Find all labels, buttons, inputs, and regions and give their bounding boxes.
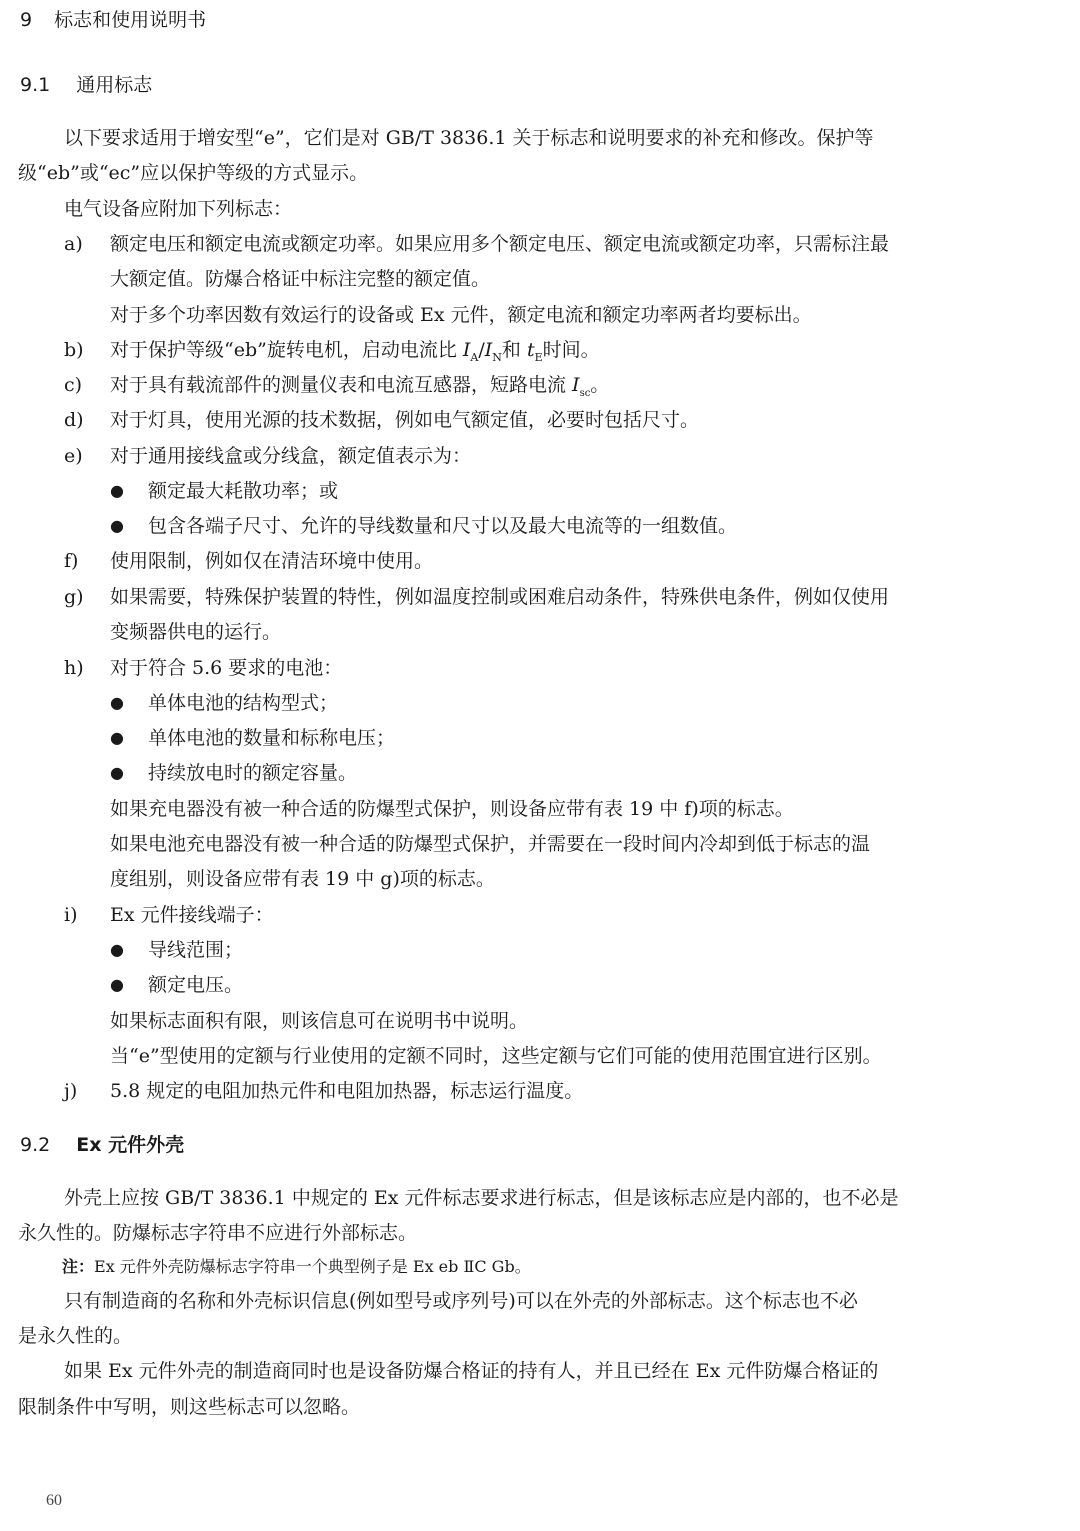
item-a-line-3: 对于多个功率因数有效运行的设备或 Ex 元件，额定电流和额定功率两者均要标出。 bbox=[110, 304, 812, 326]
item-i-marker: i) bbox=[64, 904, 78, 926]
item-b-line-1 bbox=[110, 337, 600, 371]
item-c-tail: 。 bbox=[590, 374, 610, 396]
item-d-line-1: 对于灯具，使用光源的技术数据，例如电气额定值，必要时包括尺寸。 bbox=[110, 409, 700, 431]
symbol-i-a: I bbox=[462, 339, 471, 361]
section-number: 9.1 bbox=[20, 74, 51, 96]
sec92-p2-line-2: 是永久性的。 bbox=[18, 1325, 133, 1347]
item-c-marker: c) bbox=[64, 374, 83, 396]
sec92-p1-line-2: 永久性的。防爆标志字符串不应进行外部标志。 bbox=[18, 1222, 418, 1244]
item-h-line-3: 如果电池充电器没有被一种合适的防爆型式保护，并需要在一段时间内冷却到低于标志的温 bbox=[110, 833, 871, 855]
symbol-i-n: I bbox=[484, 339, 493, 361]
sec92-note bbox=[62, 1254, 531, 1280]
item-g-line-2: 变频器供电的运行。 bbox=[110, 621, 282, 643]
conjunction-and: 和 bbox=[501, 339, 527, 361]
intro-line-2: 级“eb”或“ec”应以保护等级的方式显示。 bbox=[18, 162, 369, 184]
intro-line-1: 以下要求适用于增安型“e”，它们是对 GB/T 3836.1 关于标志和说明要求的补充和修改。保护等 bbox=[64, 127, 874, 149]
item-f-line-1: 使用限制，例如仅在清洁环境中使用。 bbox=[110, 550, 434, 572]
item-j-marker: j) bbox=[64, 1080, 78, 1102]
note-label: 注： bbox=[62, 1257, 95, 1276]
section-title: Ex 元件外壳 bbox=[76, 1134, 185, 1156]
bullet-icon: ● bbox=[110, 481, 124, 500]
page-number: 60 bbox=[46, 1492, 62, 1509]
bullet-icon: ● bbox=[110, 763, 124, 782]
slash: / bbox=[478, 339, 485, 361]
item-a-line-2: 大额定值。防爆合格证中标注完整的额定值。 bbox=[110, 268, 491, 290]
sec92-p1-line-1: 外壳上应按 GB/T 3836.1 中规定的 Ex 元件标志要求进行标志，但是该标志应是内部的，也不必是 bbox=[64, 1187, 899, 1209]
sec92-p3-line-2: 限制条件中写明，则这些标志可以忽略。 bbox=[18, 1396, 361, 1418]
item-c-line-1 bbox=[110, 372, 609, 407]
item-i-line-3: 当“e”型使用的定额与行业使用的定额不同时，这些定额与它们可能的使用范围宜进行区别。 bbox=[110, 1045, 882, 1067]
item-g-line-1: 如果需要，特殊保护装置的特性，例如温度控制或困难启动条件，特殊供电条件，例如仅使用 bbox=[110, 586, 890, 608]
sec92-p3-line-1: 如果 Ex 元件外壳的制造商同时也是设备防爆合格证的持有人，并且已经在 Ex 元件防爆合格证的 bbox=[64, 1360, 879, 1382]
bullet-icon: ● bbox=[110, 693, 124, 712]
item-i-line-1: Ex 元件接线端子： bbox=[110, 904, 274, 926]
symbol-i-sc: I bbox=[572, 374, 580, 396]
item-b-tail: 时间。 bbox=[542, 339, 600, 361]
item-b-text: 对于保护等级“eb”旋转电机，启动电流比 bbox=[110, 339, 463, 361]
item-h-bullet-3: 持续放电时的额定容量。 bbox=[148, 762, 358, 784]
bullet-icon: ● bbox=[110, 728, 124, 747]
symbol-t-e: t bbox=[526, 339, 535, 361]
section-heading-9-2 bbox=[20, 1132, 184, 1158]
item-g-marker: g) bbox=[64, 586, 84, 608]
item-i-bullet-2: 额定电压。 bbox=[148, 974, 244, 996]
subscript-sc: sc bbox=[579, 387, 591, 399]
bullet-icon: ● bbox=[110, 516, 124, 535]
item-h-marker: h) bbox=[64, 657, 84, 679]
item-h-bullet-2: 单体电池的数量和标称电压； bbox=[148, 727, 396, 749]
item-f-marker: f) bbox=[64, 550, 79, 572]
item-b-marker: b) bbox=[64, 339, 84, 361]
section-heading-9-1 bbox=[20, 72, 152, 98]
section-title: 通用标志 bbox=[76, 74, 153, 96]
item-d-marker: d) bbox=[64, 409, 84, 431]
item-i-line-2: 如果标志面积有限，则该信息可在说明书中说明。 bbox=[110, 1010, 529, 1032]
item-h-line-1: 对于符合 5.6 要求的电池： bbox=[110, 657, 343, 679]
note-text: Ex 元件外壳防爆标志字符串一个典型例子是 Ex eb ⅡC Gb。 bbox=[94, 1257, 531, 1276]
item-e-marker: e) bbox=[64, 445, 83, 467]
item-e-bullet-2: 包含各端子尺寸、允许的导线数量和尺寸以及最大电流等的一组数值。 bbox=[148, 515, 738, 537]
subscript-n: N bbox=[492, 350, 502, 364]
sec92-p2-line-1: 只有制造商的名称和外壳标识信息(例如型号或序列号)可以在外壳的外部标志。这个标志也不必 bbox=[64, 1290, 858, 1312]
item-h-line-2: 如果充电器没有被一种合适的防爆型式保护，则设备应带有表 19 中 f)项的标志。 bbox=[110, 798, 794, 820]
item-j-line-1: 5.8 规定的电阻加热元件和电阻加热器，标志运行温度。 bbox=[110, 1080, 584, 1102]
item-e-bullet-1: 额定最大耗散功率；或 bbox=[148, 480, 339, 502]
subscript-e: E bbox=[534, 350, 543, 364]
item-c-text: 对于具有载流部件的测量仪表和电流互感器，短路电流 bbox=[110, 374, 573, 396]
section-number: 9.2 bbox=[20, 1134, 51, 1156]
item-a-line-1: 额定电压和额定电流或额定功率。如果应用多个额定电压、额定电流或额定功率，只需标注最 bbox=[110, 233, 890, 255]
section-number: 9 bbox=[20, 9, 33, 31]
section-heading-9 bbox=[20, 7, 206, 33]
item-h-bullet-1: 单体电池的结构型式； bbox=[148, 692, 339, 714]
bullet-icon: ● bbox=[110, 940, 124, 959]
item-a-marker: a) bbox=[64, 233, 83, 255]
intro-line-3: 电气设备应附加下列标志： bbox=[64, 198, 293, 220]
subscript-a: A bbox=[470, 350, 479, 364]
bullet-icon: ● bbox=[110, 975, 124, 994]
item-h-line-4: 度组别，则设备应带有表 19 中 g)项的标志。 bbox=[110, 868, 495, 890]
item-e-line-1: 对于通用接线盒或分线盒，额定值表示为： bbox=[110, 445, 472, 467]
item-i-bullet-1: 导线范围； bbox=[148, 939, 244, 961]
section-title: 标志和使用说明书 bbox=[54, 9, 207, 31]
